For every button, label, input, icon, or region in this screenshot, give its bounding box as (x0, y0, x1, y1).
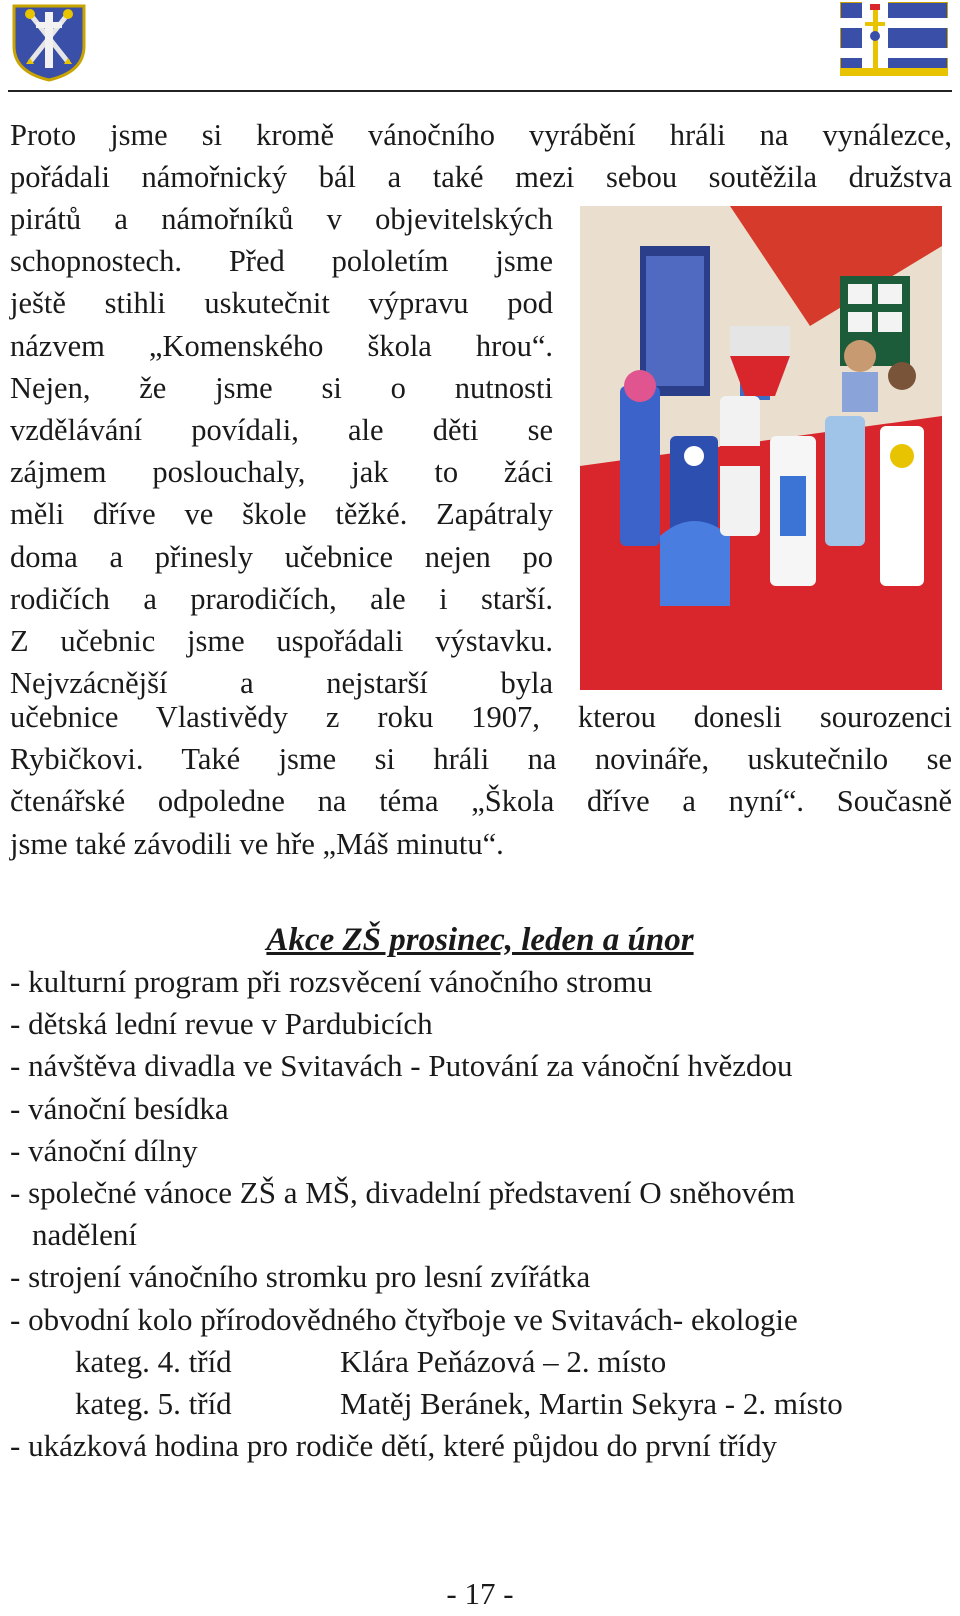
coat-of-arms-shield-icon (10, 2, 88, 82)
text-line: názvem „Komenského škola hrou“. (10, 328, 553, 363)
result-text: Klára Peňázová – 2. místo (340, 1343, 667, 1379)
list-item: - obvodní kolo přírodovědného čtyřboje ve Svitavách- ekologie (10, 1301, 798, 1337)
text-line: učebnice Vlastivědy z roku 1907, kterou donesli sourozenci (10, 700, 952, 734)
header-rule (8, 90, 952, 92)
text-line: doma a přinesly učebnice nejen po (10, 539, 553, 574)
list-item: - společné vánoce ZŠ a MŠ, divadelní představení O sněhovém (10, 1175, 796, 1211)
list-item: - ukázková hodina pro rodiče dětí, které půjdou do první třídy (10, 1428, 778, 1464)
result-text: Matěj Beránek, Martin Sekyra - 2. místo (340, 1386, 843, 1422)
text-line: Proto jsme si kromě vánočního vyrábění hráli na vynálezce, (10, 118, 952, 152)
text-line: pirátů a námořníků v objevitelských (10, 202, 553, 236)
text-line: schopnostech. Před pololetím jsme (10, 244, 553, 279)
result-category: kateg. 5. tříd (75, 1386, 232, 1422)
text-line: vzdělávání povídali, ale děti se (10, 413, 553, 448)
page-header (0, 0, 960, 96)
text-line: Z učebnic jsme uspořádali výstavku. (10, 624, 553, 659)
events-list (10, 961, 843, 1467)
wrapped-paragraph (10, 198, 553, 704)
text-line: Nejen, že jsme si o nutnosti (10, 370, 553, 405)
intro-lines (10, 114, 952, 198)
section-heading: Akce ZŠ prosinec, leden a únor (266, 922, 694, 958)
text-line: ještě stihli uskutečnit výpravu pod (10, 286, 553, 321)
text-line: jsme také závodili ve hře „Máš minutu“. (10, 826, 504, 861)
list-item-continuation: nadělení (32, 1217, 138, 1253)
list-item: - vánoční besídka (10, 1090, 229, 1126)
list-item: - kulturní program při rozsvěcení vánočního stromu (10, 964, 653, 999)
continued-lines (10, 696, 952, 865)
result-category: kateg. 4. tříd (75, 1343, 232, 1379)
text-line: Nejvzácnější a nejstarší byla (10, 666, 553, 701)
classroom-photo (580, 206, 942, 690)
list-item: - strojení vánočního stromku pro lesní zvířátka (10, 1259, 591, 1295)
text-line: pořádali námořnický bál a také mezi sebou soutěžila družstva (10, 160, 952, 195)
text-line: čtenářské odpoledne na téma „Škola dříve a nyní“. Současně (10, 784, 952, 819)
text-line: Rybičkovi. Také jsme si hráli na novináře, uskutečnilo se (10, 742, 952, 777)
result-row (10, 1341, 843, 1383)
list-item: - dětská lední revue v Pardubicích (10, 1006, 433, 1042)
municipal-flag-icon (840, 2, 948, 76)
list-item: - návštěva divadla ve Svitavách - Putování za vánoční hvězdou (10, 1048, 793, 1084)
text-line: rodičích a prarodičích, ale i starší. (10, 581, 553, 616)
result-row (10, 1383, 843, 1425)
page-number: - 17 - (446, 1576, 514, 1611)
list-item: - vánoční dílny (10, 1132, 198, 1168)
text-line: zájmem poslouchaly, jak to žáci (10, 455, 553, 490)
text-line: měli dříve ve škole těžké. Zapátraly (10, 497, 553, 532)
